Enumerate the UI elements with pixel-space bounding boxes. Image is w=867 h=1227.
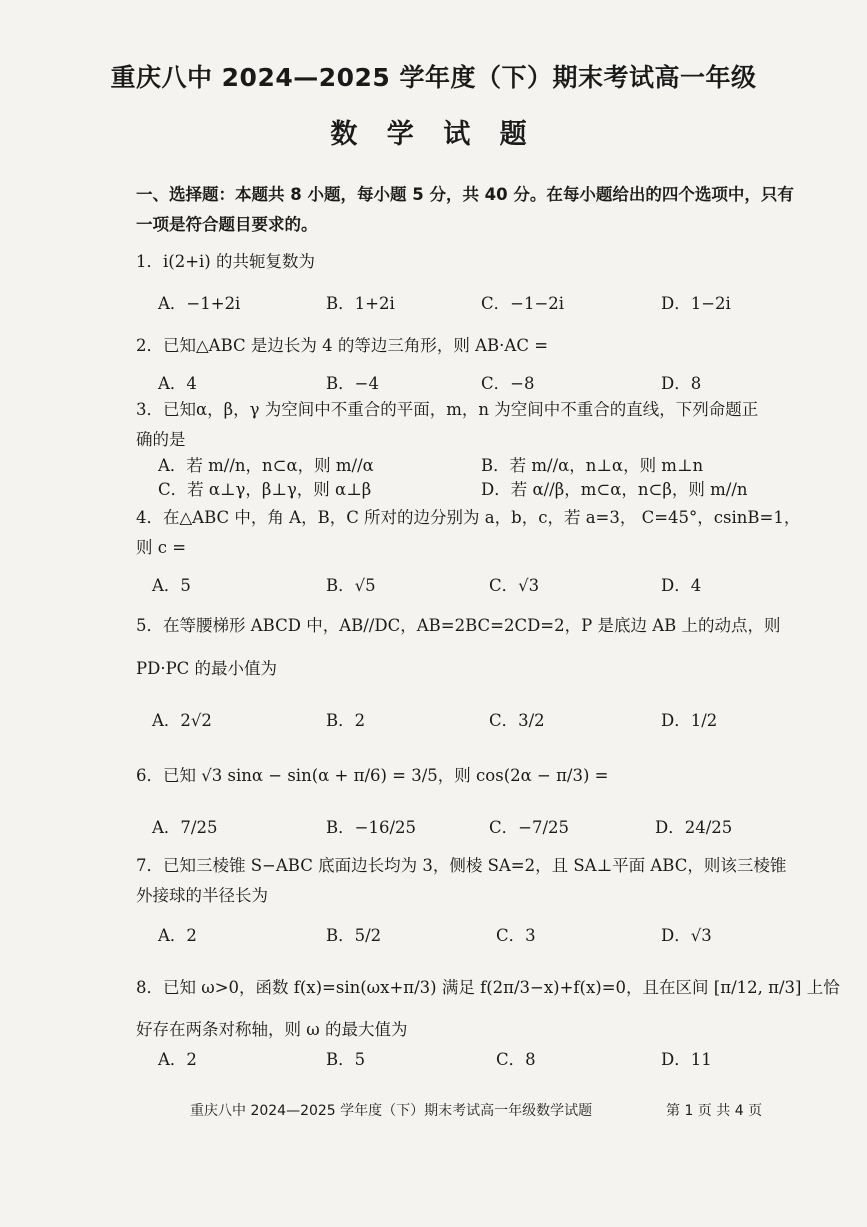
q8-option-a: A．2 xyxy=(158,1050,197,1069)
q1-option-d: D．1−2i xyxy=(661,294,731,313)
q1-option-a: A．−1+2i xyxy=(158,294,241,313)
q3-stem-1: 3．已知α，β，γ 为空间中不重合的平面，m，n 为空间中不重合的直线，下列命题正 xyxy=(136,400,759,419)
q8-stem-1: 8．已知 ω>0，函数 f(x)=sin(ωx+π/3) 满足 f(2π/3−x)+f(x)=0，且在区间 [π/12, π/3] 上恰 xyxy=(136,978,840,997)
q8-stem-2: 好存在两条对称轴，则 ω 的最大值为 xyxy=(136,1020,408,1039)
q2-option-c: C．−8 xyxy=(481,374,535,393)
q3-option-a: A．若 m//n，n⊂α，则 m//α xyxy=(158,456,374,475)
q5-option-a: A．2√2 xyxy=(152,711,212,730)
q4-stem-2: 则 c = xyxy=(136,538,187,557)
q5-option-d: D．1/2 xyxy=(661,711,718,730)
q5-stem-1: 5．在等腰梯形 ABCD 中，AB//DC，AB=2BC=2CD=2，P 是底边 AB 上的动点，则 xyxy=(136,616,781,635)
q8-option-c: C．8 xyxy=(496,1050,536,1069)
section-line-2: 一项是符合题目要求的。 xyxy=(136,215,318,234)
q8-option-b: B．5 xyxy=(326,1050,366,1069)
q6-stem: 6．已知 √3 sinα − sin(α + π/6) = 3/5，则 cos(2α − π/3) = xyxy=(136,766,609,785)
q7-stem-2: 外接球的半径长为 xyxy=(136,886,268,905)
q2-option-b: B．−4 xyxy=(326,374,379,393)
q3-stem-2: 确的是 xyxy=(136,430,186,449)
q6-option-c: C．−7/25 xyxy=(489,818,570,837)
page-title: 重庆八中 2024—2025 学年度（下）期末考试高一年级 xyxy=(110,63,757,92)
page-subtitle: 数 学 试 题 xyxy=(330,119,537,150)
q5-stem-2: PD·PC 的最小值为 xyxy=(136,659,278,678)
footer-title: 重庆八中 2024—2025 学年度（下）期末考试高一年级数学试题 xyxy=(190,1103,593,1119)
q3-option-c: C．若 α⊥γ，β⊥γ，则 α⊥β xyxy=(158,480,372,499)
q2-option-a: A．4 xyxy=(158,374,197,393)
q4-option-a: A．5 xyxy=(152,576,191,595)
q4-stem-1: 4．在△ABC 中，角 A，B，C 所对的边分别为 a，b，c，若 a=3， C=45°，csinB=1， xyxy=(136,508,801,527)
q7-option-b: B．5/2 xyxy=(326,926,382,945)
q2-option-d: D．8 xyxy=(661,374,702,393)
q6-option-a: A．7/25 xyxy=(152,818,218,837)
q5-option-b: B．2 xyxy=(326,711,366,730)
q7-option-a: A．2 xyxy=(158,926,197,945)
q4-option-d: D．4 xyxy=(661,576,702,595)
q1-option-c: C．−1−2i xyxy=(481,294,565,313)
q4-option-c: C．√3 xyxy=(489,576,540,595)
q1-option-b: B．1+2i xyxy=(326,294,395,313)
q2-stem: 2．已知△ABC 是边长为 4 的等边三角形，则 AB·AC = xyxy=(136,336,549,355)
q8-option-d: D．11 xyxy=(661,1050,712,1069)
section-line-1: 一、选择题：本题共 8 小题，每小题 5 分，共 40 分。在每小题给出的四个选项中，只有 xyxy=(136,185,794,204)
footer-page-number: 第 1 页 共 4 页 xyxy=(666,1103,763,1119)
q5-option-c: C．3/2 xyxy=(489,711,545,730)
q3-option-b: B．若 m//α，n⊥α，则 m⊥n xyxy=(481,456,704,475)
q6-option-b: B．−16/25 xyxy=(326,818,417,837)
section-heading xyxy=(136,180,806,240)
q3-option-d: D．若 α//β，m⊂α，n⊂β，则 m//n xyxy=(481,480,748,499)
q1-stem: 1．i(2+i) 的共轭复数为 xyxy=(136,252,315,271)
q6-option-d: D．24/25 xyxy=(655,818,733,837)
q7-option-d: D．√3 xyxy=(661,926,712,945)
q7-option-c: C．3 xyxy=(496,926,536,945)
q7-stem-1: 7．已知三棱锥 S−ABC 底面边长均为 3，侧棱 SA=2，且 SA⊥平面 ABC，则该三棱锥 xyxy=(136,856,787,875)
q4-option-b: B．√5 xyxy=(326,576,376,595)
